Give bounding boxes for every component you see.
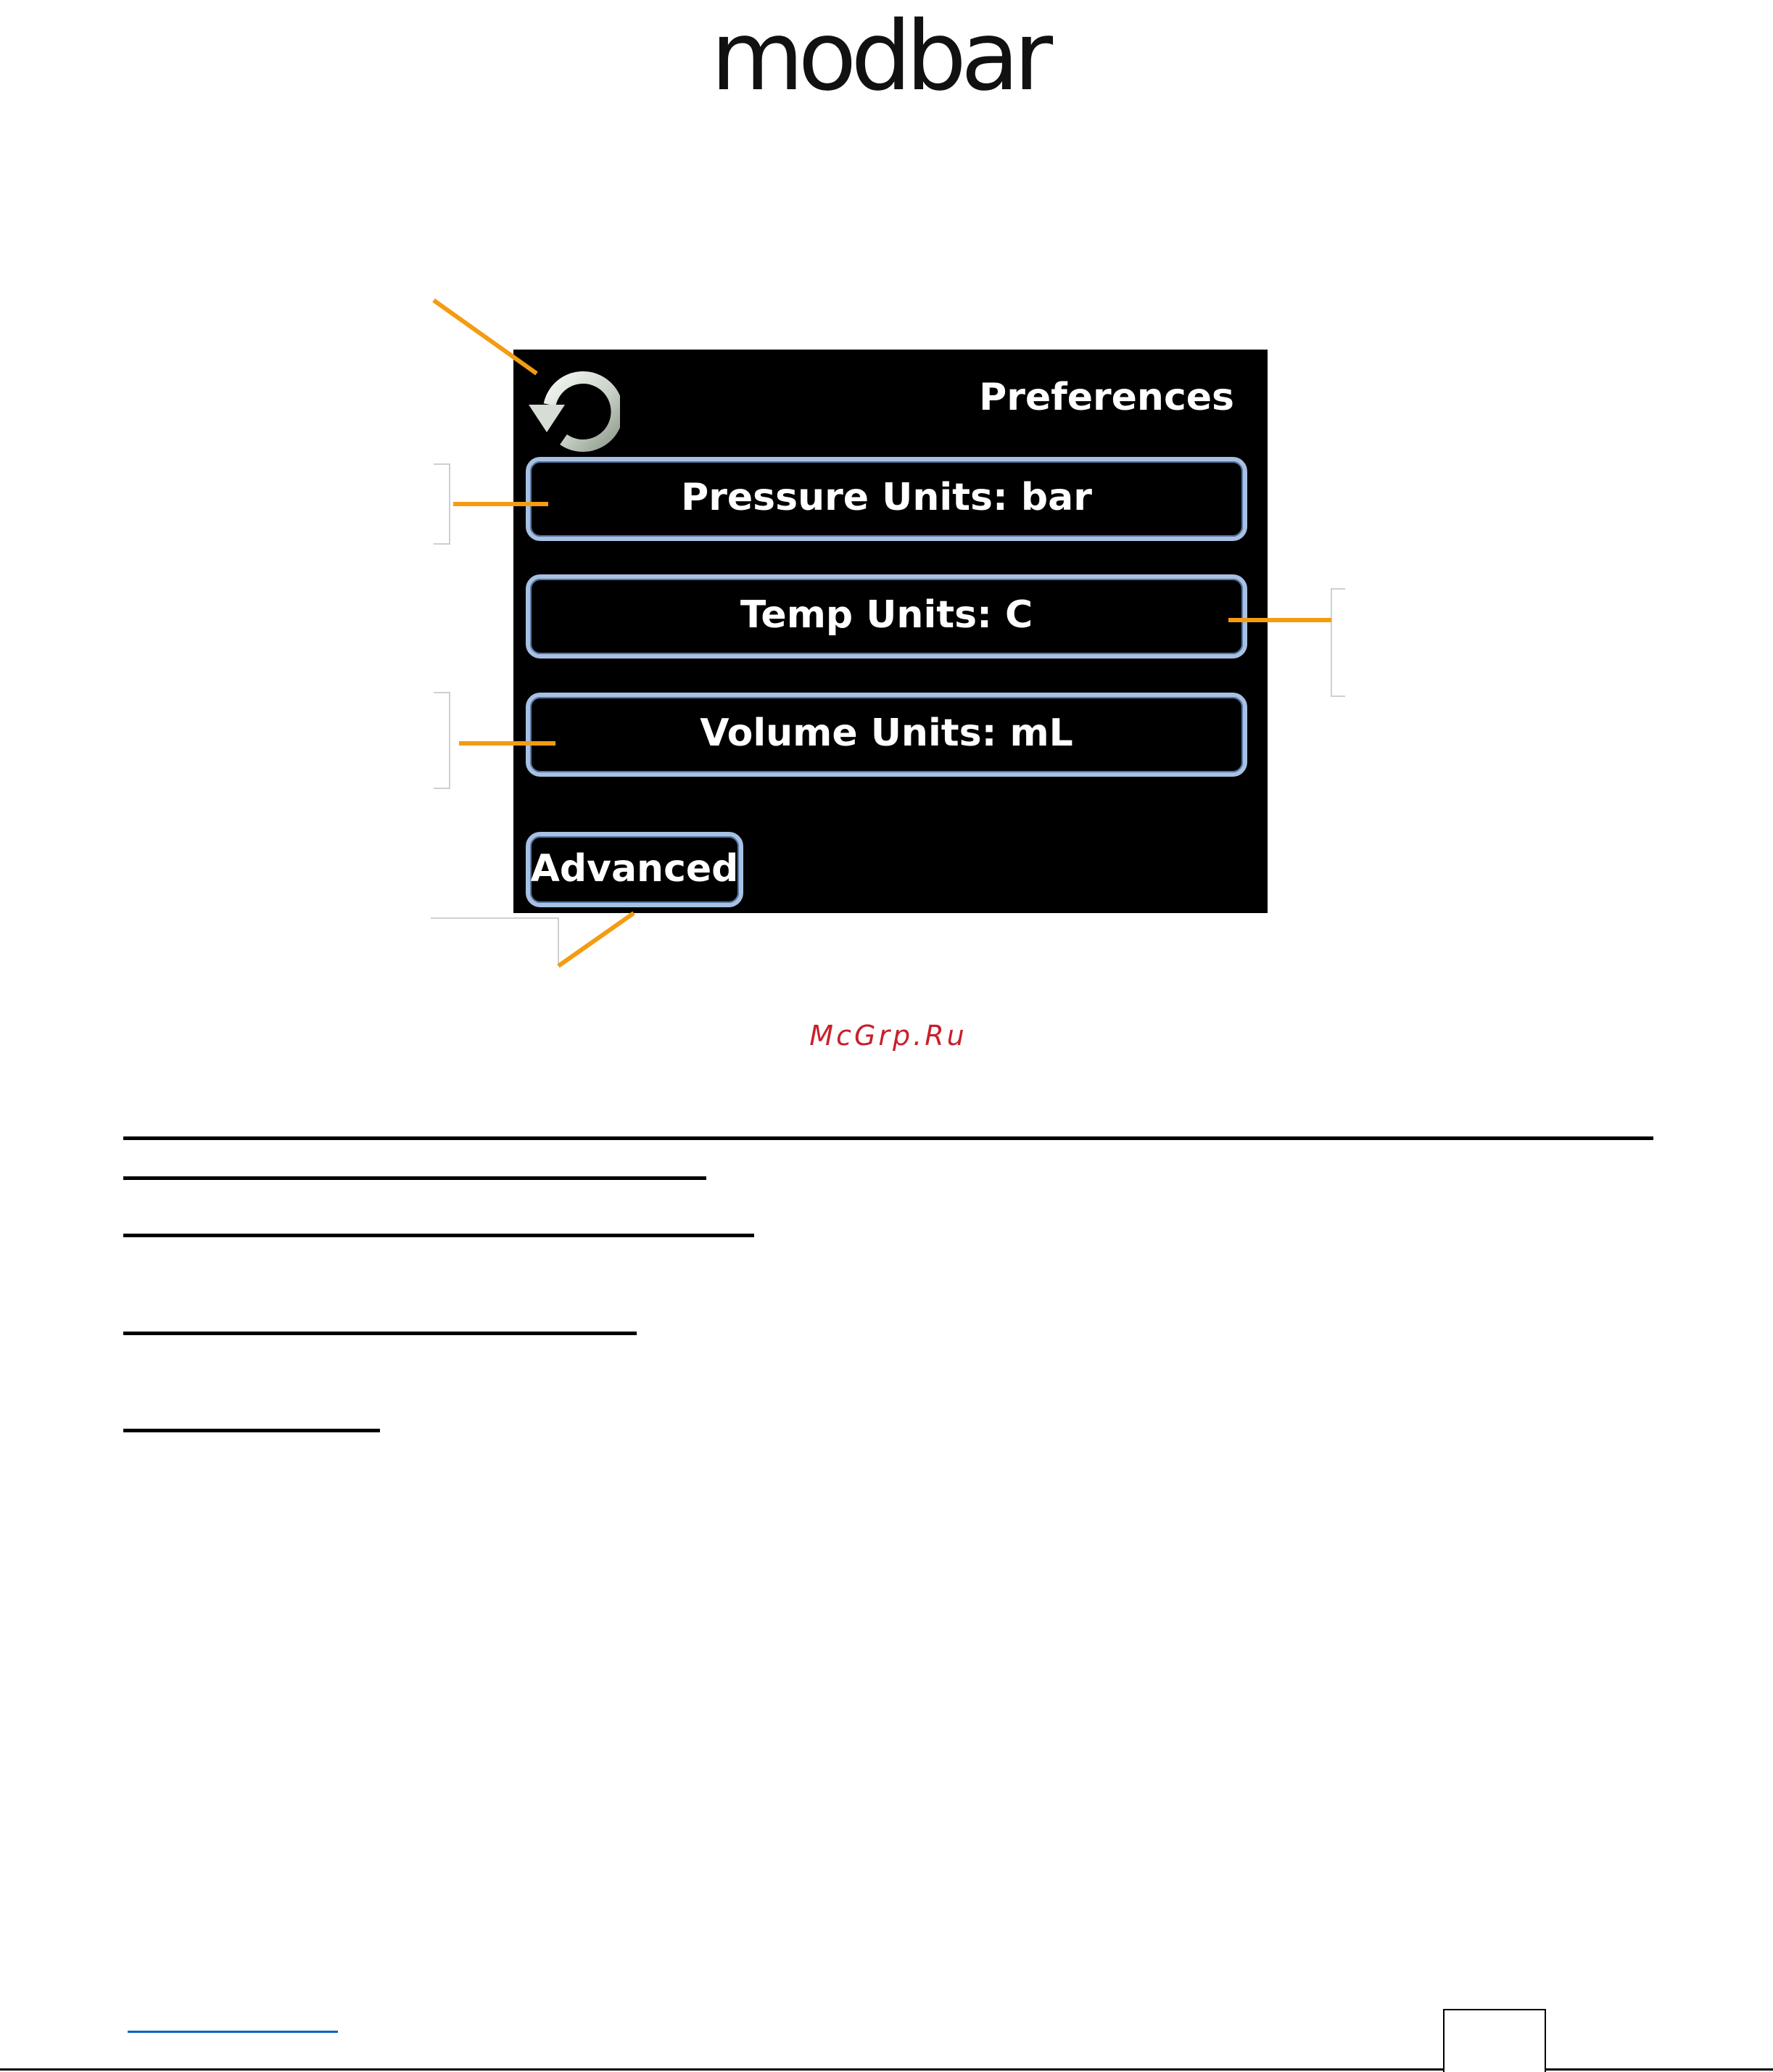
screen-title: Preferences <box>979 376 1234 419</box>
advanced-callout-line <box>558 913 634 966</box>
volume-units-button[interactable]: Volume Units: mL <box>526 693 1247 777</box>
pressure-units-button[interactable]: Pressure Units: bar <box>526 457 1247 541</box>
pressure-callout-bracket <box>434 464 450 544</box>
text-rule-2 <box>123 1176 706 1180</box>
footer-link[interactable] <box>128 2031 338 2033</box>
refresh-back-arrow-icon <box>526 364 620 455</box>
modbar-logo: modbar <box>711 1 1048 112</box>
advanced-callout-bracket <box>431 918 558 966</box>
temp-callout-bracket <box>1331 589 1345 696</box>
text-rule-3 <box>123 1234 754 1237</box>
page-number-box <box>1443 2009 1546 2072</box>
temp-units-button[interactable]: Temp Units: C <box>526 574 1247 659</box>
watermark: McGrp.Ru <box>809 1020 967 1052</box>
text-rule-1 <box>123 1136 1653 1140</box>
text-rule-5 <box>123 1429 380 1432</box>
advanced-button[interactable]: Advanced <box>526 832 743 907</box>
volume-callout-bracket <box>434 693 450 788</box>
back-button[interactable] <box>526 364 620 455</box>
text-rule-4 <box>123 1332 637 1335</box>
device-screen-preferences <box>513 350 1268 913</box>
